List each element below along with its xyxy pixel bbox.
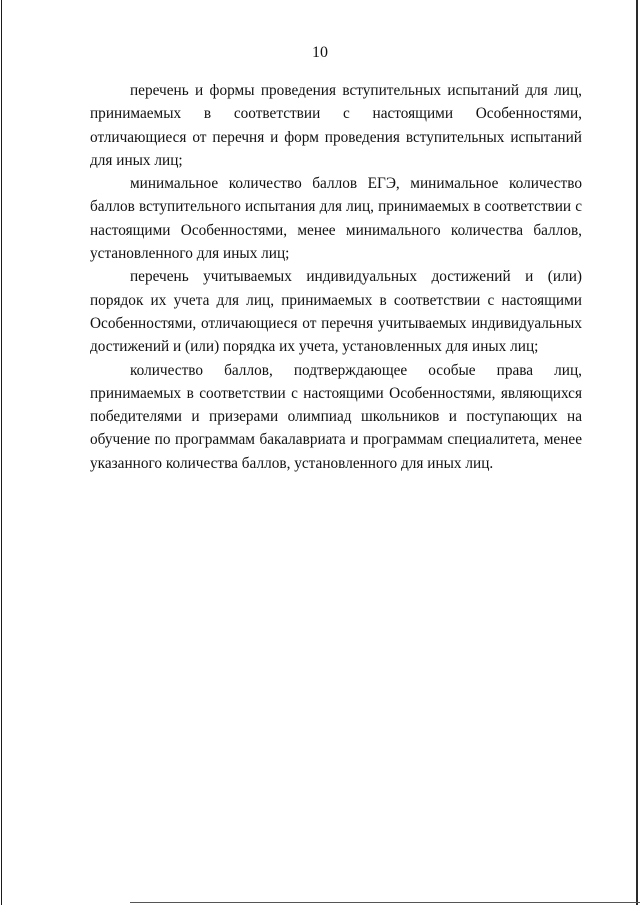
page-number: 10 bbox=[312, 44, 328, 61]
paragraph-2: минимальное количество баллов ЕГЭ, минимальное количество баллов вступительного испытания для лиц, принимаемых в соответствии с настоящими Особенностями, менее минимального количества баллов, установленного для иных лиц; bbox=[90, 175, 582, 263]
scan-edge-bottom bbox=[130, 902, 640, 903]
scan-edge-left bbox=[1, 0, 2, 905]
scan-edge-right bbox=[636, 0, 638, 905]
paragraph-3: перечень учитываемых индивидуальных достижений и (или) порядок их учета для лиц, принимаемых в соответствии с настоящими Особенностями, отличающиеся от перечня учитываемых индивидуальных достижений и (или) порядка их учета, установленных для иных лиц; bbox=[90, 268, 582, 356]
document-body bbox=[90, 79, 582, 475]
paragraph-1: перечень и формы проведения вступительных испытаний для лиц, принимаемых в соответствии с настоящими Особенностями, отличающиеся от перечня и форм проведения вступительных испытаний для иных лиц; bbox=[90, 82, 582, 169]
paragraph-4: количество баллов, подтверждающее особые права лиц, принимаемых в соответствии с настоящими Особенностями, являющихся победителями и призерами олимпиад школьников и поступающих на обучение по программам бакалавриата и программам специалитета, менее указанного количества баллов, установленного для иных лиц. bbox=[90, 361, 582, 472]
